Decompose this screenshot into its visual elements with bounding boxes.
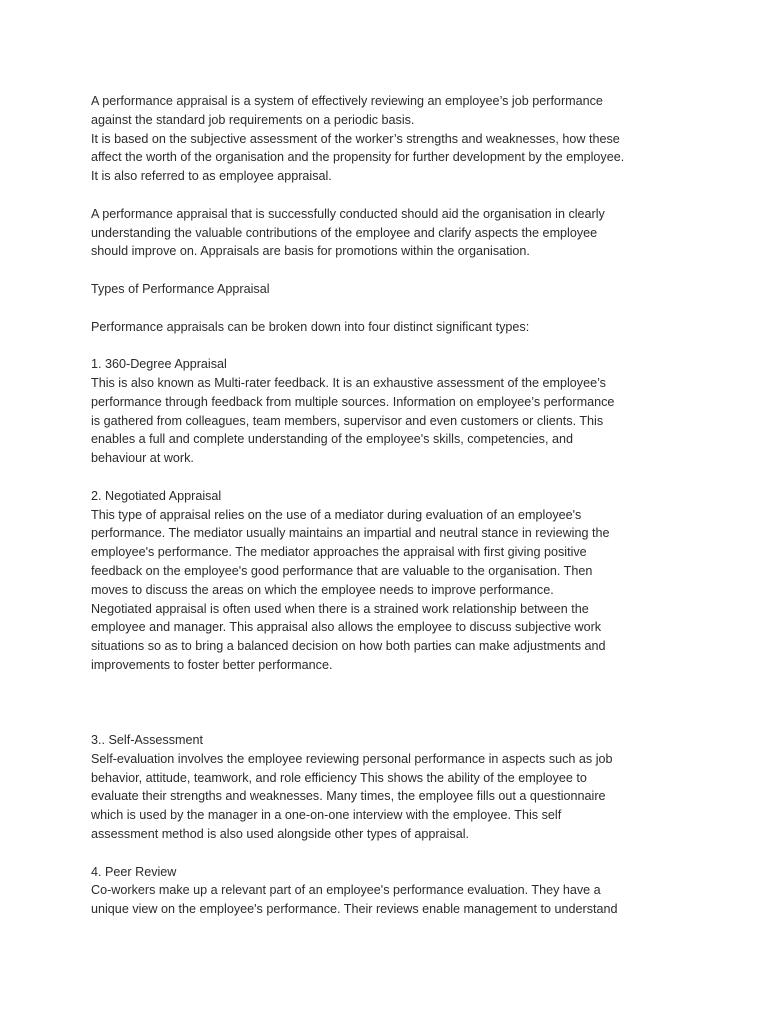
text-line: behavior, attitude, teamwork, and role efficiency This shows the ability of the employee to (91, 770, 587, 785)
text-line: behaviour at work. (91, 451, 194, 466)
text-line: improvements to foster better performance. (91, 657, 333, 672)
paragraph-spacer (91, 261, 691, 280)
section-heading: 1. 360-Degree Appraisal (91, 357, 227, 372)
text-line: affect the worth of the organisation and the propensity for further development by the employee. (91, 150, 625, 165)
section-heading: 2. Negotiated Appraisal (91, 488, 222, 503)
text-line: employee's performance. The mediator approaches the appraisal with first giving positive (91, 545, 587, 560)
text-line: unique view on the employee's performance. Their reviews enable management to understand (91, 902, 618, 917)
section-negotiated (91, 487, 691, 675)
paragraph-spacer (91, 675, 691, 731)
text-line: A performance appraisal that is successfully conducted should aid the organisation in clearly (91, 206, 605, 221)
text-line: This type of appraisal relies on the use of a mediator during evaluation of an employee's (91, 507, 582, 522)
text-line: should improve on. Appraisals are basis for promotions within the organisation. (91, 244, 530, 259)
text-line: It is also referred to as employee appraisal. (91, 169, 332, 184)
section-peer-review (91, 863, 691, 919)
text-line: Negotiated appraisal is often used when there is a strained work relationship between the (91, 601, 589, 616)
text-line: assessment method is also used alongside other types of appraisal. (91, 827, 470, 842)
section-heading: 4. Peer Review (91, 864, 177, 879)
text-line: Co-workers make up a relevant part of an employee's performance evaluation. They have a (91, 883, 601, 898)
text-line: performance. The mediator usually maintains an impartial and neutral stance in reviewing the (91, 526, 610, 541)
paragraph-spacer (91, 186, 691, 205)
paragraph-spacer (91, 468, 691, 487)
text-line: is gathered from colleagues, team members, supervisor and even customers or clients. This (91, 413, 604, 428)
text-line: A performance appraisal is a system of effectively reviewing an employee’s job performance (91, 94, 603, 108)
section-360-degree (91, 355, 691, 468)
types-heading: Types of Performance Appraisal (91, 281, 270, 296)
text-line: It is based on the subjective assessment of the worker’s strengths and weaknesses, how these (91, 131, 620, 146)
intro-paragraph (91, 92, 691, 186)
paragraph-spacer (91, 336, 691, 355)
document-body (91, 92, 691, 919)
text-line: moves to discuss the areas on which the employee needs to improve performance. (91, 582, 554, 597)
text-line: understanding the valuable contributions of the employee and clarify aspects the employee (91, 225, 598, 240)
purpose-paragraph (91, 205, 691, 261)
types-intro: Performance appraisals can be broken down into four distinct significant types: (91, 319, 530, 334)
text-line: employee and manager. This appraisal also allows the employee to discuss subjective work (91, 620, 602, 635)
text-line: This is also known as Multi-rater feedback. It is an exhaustive assessment of the employee’s (91, 375, 606, 390)
text-line: situations so as to bring a balanced decision on how both parties can make adjustments and (91, 639, 606, 654)
paragraph-spacer (91, 844, 691, 863)
section-self-assessment (91, 731, 691, 844)
text-line: which is used by the manager in a one-on-one interview with the employee. This self (91, 808, 562, 823)
text-line: enables a full and complete understanding of the employee's skills, competencies, and (91, 432, 573, 447)
text-line: Self-evaluation involves the employee reviewing personal performance in aspects such as job (91, 751, 613, 766)
paragraph-spacer (91, 299, 691, 318)
text-line: feedback on the employee's good performance that are valuable to the organisation. Then (91, 563, 593, 578)
section-heading: 3.. Self-Assessment (91, 733, 203, 748)
text-line: against the standard job requirements on a periodic basis. (91, 112, 415, 127)
text-line: performance through feedback from multiple sources. Information on employee’s performance (91, 394, 615, 409)
text-line: evaluate their strengths and weaknesses. Many times, the employee fills out a questionnaire (91, 789, 606, 804)
